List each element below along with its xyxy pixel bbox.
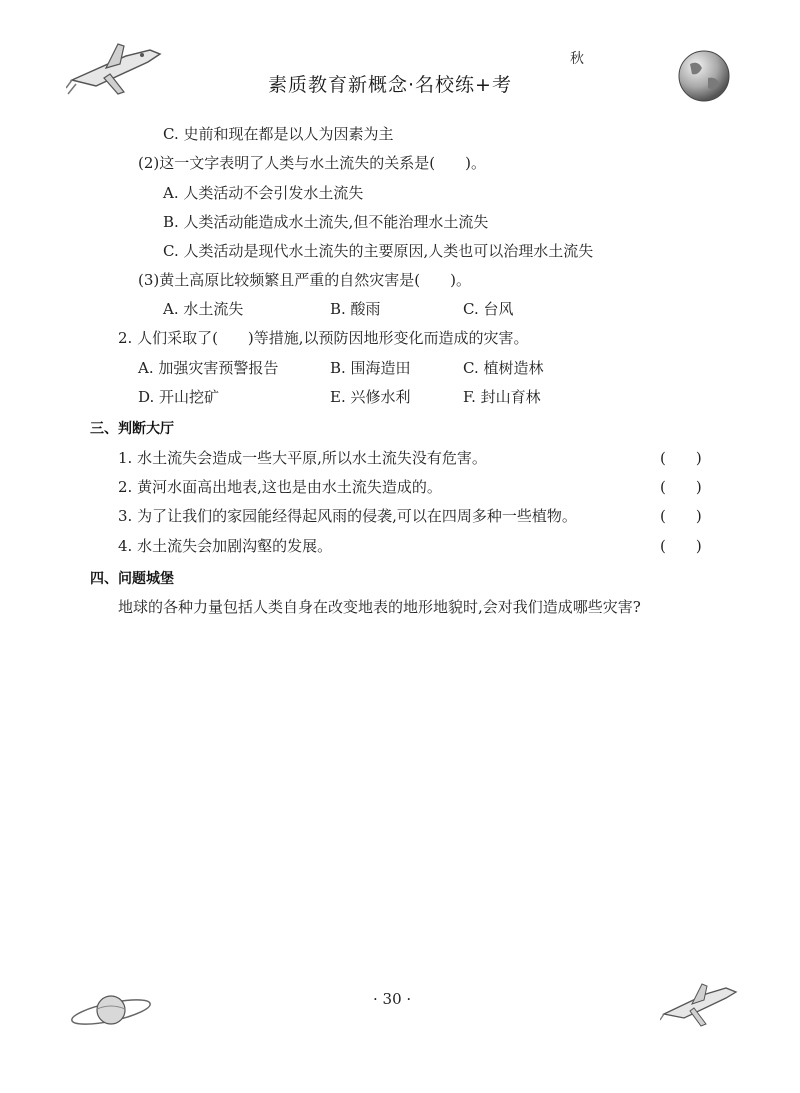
space-shuttle-icon bbox=[660, 978, 740, 1028]
q1-sub3-option-b: B. 酸雨 bbox=[330, 300, 381, 318]
space-shuttle-icon bbox=[66, 38, 166, 98]
section3-title: 三、判断大厅 bbox=[90, 421, 174, 437]
judge-answer-4[interactable]: ( ) bbox=[660, 537, 702, 555]
q1-sub3-option-a: A. 水土流失 bbox=[163, 300, 244, 318]
globe-icon bbox=[676, 48, 732, 104]
q2-option-b: B. 围海造田 bbox=[330, 359, 411, 377]
judge-item-4: 4. 水土流失会加剧沟壑的发展。 bbox=[118, 537, 333, 555]
q2-option-c: C. 植树造林 bbox=[463, 359, 544, 377]
q1-sub2-option-a: A. 人类活动不会引发水土流失 bbox=[163, 184, 364, 202]
q1-option-c: C. 史前和现在都是以人为因素为主 bbox=[163, 125, 394, 143]
section4-question: 地球的各种力量包括人类自身在改变地表的地形地貌时,会对我们造成哪些灾害? bbox=[118, 598, 641, 616]
judge-answer-3[interactable]: ( ) bbox=[660, 507, 702, 525]
judge-item-1: 1. 水土流失会造成一些大平原,所以水土流失没有危害。 bbox=[118, 449, 487, 467]
section4-title: 四、问题城堡 bbox=[90, 571, 174, 587]
q1-sub2-option-c: C. 人类活动是现代水土流失的主要原因,人类也可以治理水土流失 bbox=[163, 242, 594, 260]
q1-sub3-option-c: C. 台风 bbox=[463, 300, 514, 318]
judge-answer-1[interactable]: ( ) bbox=[660, 449, 702, 467]
q1-sub2-stem: (2)这一文字表明了人类与水土流失的关系是( )。 bbox=[138, 154, 486, 172]
q1-sub3-stem: (3)黄土高原比较频繁且严重的自然灾害是( )。 bbox=[138, 271, 471, 289]
judge-answer-2[interactable]: ( ) bbox=[660, 478, 702, 496]
q2-option-f: F. 封山育林 bbox=[463, 388, 541, 406]
saturn-icon bbox=[66, 985, 156, 1035]
q2-stem: 2. 人们采取了( )等措施,以预防因地形变化而造成的灾害。 bbox=[118, 329, 529, 347]
page-header-title: 素质教育新概念·名校练+考 bbox=[268, 74, 512, 96]
judge-item-3: 3. 为了让我们的家园能经得起风雨的侵袭,可以在四周多种一些植物。 bbox=[118, 507, 577, 525]
judge-item-2: 2. 黄河水面高出地表,这也是由水土流失造成的。 bbox=[118, 478, 442, 496]
q2-option-e: E. 兴修水利 bbox=[330, 388, 411, 406]
q2-option-d: D. 开山挖矿 bbox=[138, 388, 220, 406]
q1-sub2-option-b: B. 人类活动能造成水土流失,但不能治理水土流失 bbox=[163, 213, 489, 231]
page-number: · 30 · bbox=[373, 990, 412, 1008]
q2-option-a: A. 加强灾害预警报告 bbox=[138, 359, 279, 377]
season-label: 秋 bbox=[570, 51, 584, 67]
